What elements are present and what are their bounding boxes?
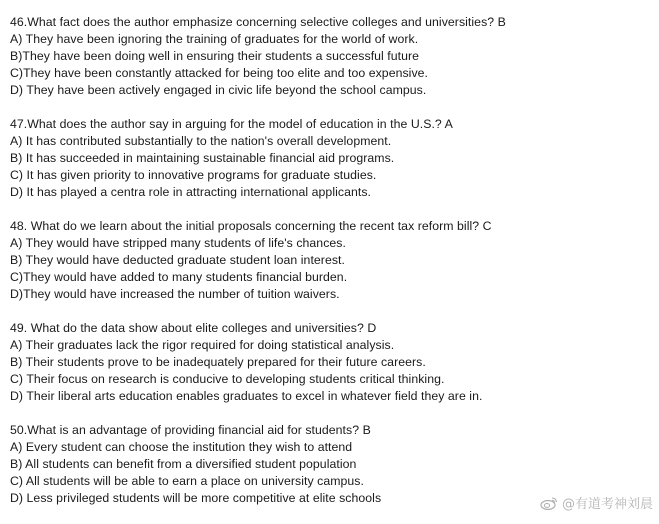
option-c: C) All students will be able to earn a place on university campus. — [10, 474, 364, 488]
option-d: D) It has played a centra role in attracting international applicants. — [10, 185, 371, 199]
option-b: B)They have been doing well in ensuring their students a successful future — [10, 49, 420, 63]
option-b: B) Their students prove to be inadequately prepared for their future careers. — [10, 355, 426, 369]
option-b: B) All students can benefit from a diversified student population — [10, 457, 357, 471]
document-body — [10, 14, 655, 524]
question-46 — [10, 14, 655, 99]
weibo-icon — [540, 496, 558, 510]
question-48 — [10, 218, 655, 303]
option-d: D) Less privileged students will be more competitive at elite schools — [10, 491, 382, 505]
option-d: D) They have been actively engaged in civic life beyond the school campus. — [10, 83, 427, 97]
option-a: A) Their graduates lack the rigor required for doing statistical analysis. — [10, 338, 395, 352]
option-c: C)They would have added to many students financial burden. — [10, 270, 348, 284]
option-b: B) They would have deducted graduate student loan interest. — [10, 253, 345, 267]
question-stem: 47.What does the author say in arguing for the model of education in the U.S.? A — [10, 117, 453, 131]
option-d: D)They would have increased the number of tuition waivers. — [10, 287, 340, 301]
watermark-text: @有道考神刘晨 — [561, 497, 653, 512]
question-stem: 49. What do the data show about elite colleges and universities? D — [10, 321, 377, 335]
option-a: A) Every student can choose the institution they wish to attend — [10, 440, 353, 454]
option-a: A) It has contributed substantially to the nation's overall development. — [10, 134, 392, 148]
watermark — [540, 493, 653, 512]
question-stem: 48. What do we learn about the initial proposals concerning the recent tax reform bill? C — [10, 219, 492, 233]
question-stem: 46.What fact does the author emphasize concerning selective colleges and universities? B — [10, 15, 506, 29]
question-47 — [10, 116, 655, 201]
option-c: C) Their focus on research is conducive to developing students critical thinking. — [10, 372, 445, 386]
option-b: B) It has succeeded in maintaining sustainable financial aid programs. — [10, 151, 395, 165]
option-c: C)They have been constantly attacked for being too elite and too expensive. — [10, 66, 429, 80]
question-stem: 50.What is an advantage of providing financial aid for students? B — [10, 423, 371, 437]
question-49 — [10, 320, 655, 405]
option-a: A) They have been ignoring the training of graduates for the world of work. — [10, 32, 419, 46]
option-d: D) Their liberal arts education enables graduates to excel in whatever field they are in. — [10, 389, 483, 403]
option-a: A) They would have stripped many students of life's chances. — [10, 236, 346, 250]
option-c: C) It has given priority to innovative programs for graduate studies. — [10, 168, 377, 182]
